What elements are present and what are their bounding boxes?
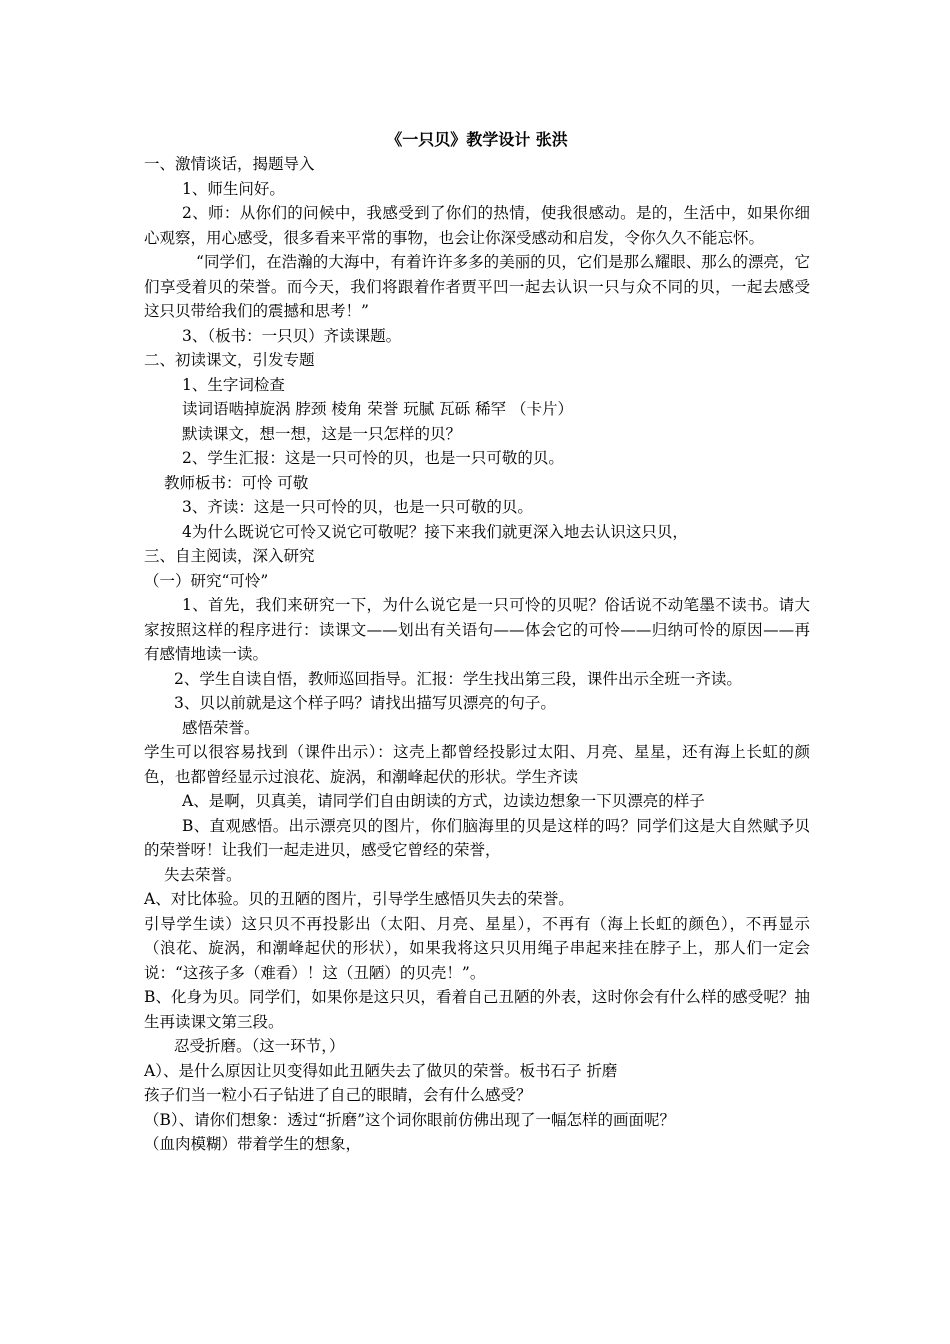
paragraph: 失去荣誉。 — [164, 865, 242, 884]
paragraph: 三、自主阅读，深入研究 — [144, 547, 315, 565]
paragraph: 4为什么既说它可怜又说它可敬呢？接下来我们就更深入地去认识这只贝， — [182, 522, 688, 541]
paragraph: 1、师生问好。 — [182, 179, 285, 198]
paragraph: （B）、请你们想象：透过“折磨”这个词你眼前仿佛出现了一幅怎样的画面呢？ — [144, 1110, 675, 1129]
document-body — [144, 128, 810, 1157]
paragraph: 一、激情谈话，揭题导入 — [144, 155, 315, 173]
paragraph: 2、学生汇报：这是一只可怜的贝，也是一只可敬的贝。 — [182, 449, 564, 467]
paragraph: B、直观感悟。出示漂亮贝的图片，你们脑海里的贝是这样的吗？同学们这是大自然赋予贝的荣誉呀！让我们一起走进贝，感受它曾经的荣誉， — [144, 816, 810, 859]
paragraph: 1、生字词检查 — [182, 375, 285, 394]
paragraph: “同学们，在浩瀚的大海中，有着许许多多的美丽的贝，它们是那么耀眼、那么的漂亮，它们享受着贝的荣誉。而今天，我们将跟着作者贾平凹一起去认识一只与众不同的贝，一起去感受这只贝带给我们的震撼和思考！” — [144, 253, 810, 320]
paragraph: 引导学生读）这只贝不再投影出（太阳、月亮、星星），不再有（海上长虹的颜色），不再显示（浪花、旋涡，和潮峰起伏的形状），如果我将这只贝用绳子串起来挂在脖子上，那人们一定会说：“这孩子多（难看）！这（丑陋）的贝壳！”。 — [144, 914, 810, 982]
paragraph: 2、学生自读自悟，教师巡回指导。汇报：学生找出第三段，课件出示全班一齐读。 — [174, 669, 742, 688]
paragraph: 学生可以很容易找到（课件出示）：这壳上都曾经投影过太阳、月亮、星星，还有海上长虹的颜色，也都曾经显示过浪花、旋涡，和潮峰起伏的形状。学生齐读 — [144, 743, 810, 786]
paragraph: 1、首先，我们来研究一下，为什么说它是一只可怜的贝呢？俗话说不动笔墨不读书。请大家按照这样的程序进行：读课文——划出有关语句——体会它的可怜——归纳可怜的原因——再有感情地读一读。 — [144, 596, 810, 663]
paragraph: 默读课文，想一想，这是一只怎样的贝？ — [182, 424, 462, 443]
paragraph: 读词语啮掉旋涡 脖颈 棱角 荣誉 玩腻 瓦砾 稀罕 （卡片） — [182, 400, 573, 418]
paragraph: 二、初读课文，引发专题 — [144, 351, 315, 369]
paragraph-list — [144, 152, 810, 1157]
paragraph: A、对比体验。贝的丑陋的图片，引导学生感悟贝失去的荣誉。 — [144, 890, 574, 908]
paragraph: A、是啊，贝真美，请同学们自由朗读的方式，边读边想象一下贝漂亮的样子 — [182, 792, 705, 810]
paragraph: 3、贝以前就是这个样子吗？请找出描写贝漂亮的句子。 — [174, 694, 556, 712]
paragraph: 3、齐读：这是一只可怜的贝，也是一只可敬的贝。 — [182, 498, 533, 516]
paragraph: 孩子们当一粒小石子钻进了自己的眼睛，会有什么感受？ — [144, 1086, 532, 1104]
document-title: 《一只贝》教学设计 张洪 — [386, 130, 568, 149]
paragraph: （一）研究“可怜” — [144, 571, 269, 590]
paragraph: B、化身为贝。同学们，如果你是这只贝，看着自己丑陋的外表，这时你会有什么样的感受呢？抽生再读课文第三段。 — [144, 988, 810, 1031]
paragraph: 2、师：从你们的问候中，我感受到了你们的热情，使我很感动。是的，生活中，如果你细心观察，用心感受，很多看来平常的事物，也会让你深受感动和启发，令你久久不能忘怀。 — [144, 204, 810, 247]
paragraph: 3、（板书：一只贝）齐读课题。 — [182, 326, 402, 345]
paragraph: A）、是什么原因让贝变得如此丑陋失去了做贝的荣誉。板书石子 折磨 — [144, 1061, 618, 1080]
paragraph: 感悟荣誉。 — [182, 718, 260, 737]
paragraph: （血肉模糊）带着学生的想象， — [144, 1135, 362, 1153]
paragraph: 教师板书：可怜 可敬 — [164, 473, 309, 492]
paragraph: 忍受折磨。（这一环节，） — [174, 1037, 345, 1055]
